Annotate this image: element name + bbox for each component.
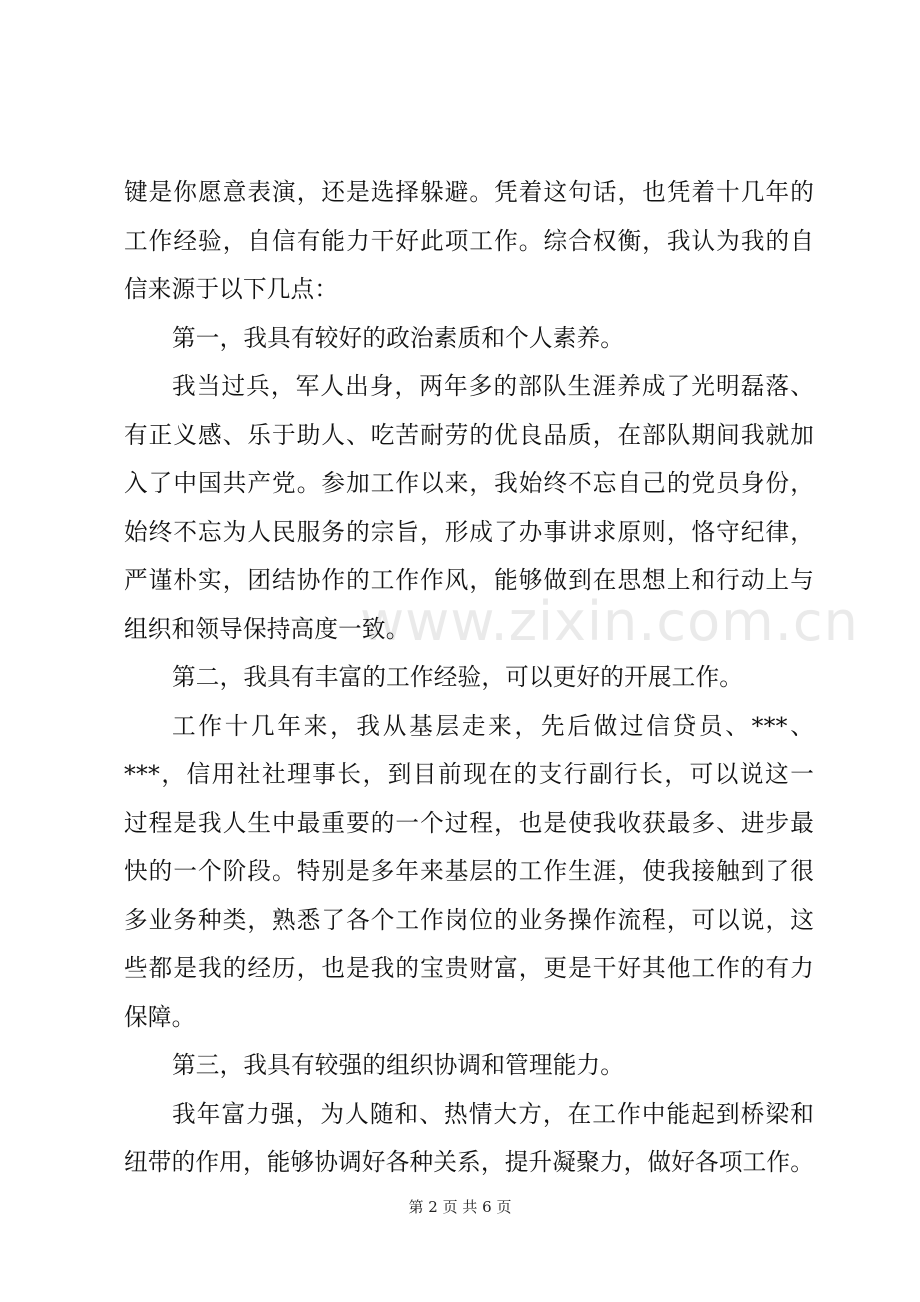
text-line: 第二，我具有丰富的工作经验，可以更好的开展工作。 bbox=[172, 663, 744, 691]
text-line: 始终不忘为人民服务的宗旨，形成了办事讲求原则，恪守纪律， bbox=[124, 517, 814, 546]
text-line: 过程是我人生中最重要的一个过程，也是使我收获最多、进步最 bbox=[124, 808, 814, 837]
text-line: 保障。 bbox=[124, 1002, 196, 1031]
text-line: 第三，我具有较强的组织协调和管理能力。 bbox=[172, 1051, 625, 1079]
text-line: 纽带的作用，能够协调好各种关系，提升凝聚力，做好各项工作。 bbox=[124, 1148, 815, 1176]
text-line: 入了中国共产党。参加工作以来，我始终不忘自己的党员身份， bbox=[124, 469, 814, 497]
text-line: 组织和领导保持高度一致。 bbox=[124, 614, 410, 643]
watermark: www.zixin.com.cn bbox=[360, 590, 859, 653]
document-body bbox=[124, 168, 814, 1187]
text-line: 我年富力强，为人随和、热情大方，在工作中能起到桥梁和 bbox=[172, 1099, 814, 1128]
page-footer: 第 2 页 共 6 页 bbox=[408, 1198, 512, 1216]
text-line: 信来源于以下几点： bbox=[124, 275, 339, 303]
text-line: 工作十几年来，我从基层走来，先后做过信贷员、***、 bbox=[172, 711, 814, 740]
text-line: 快的一个阶段。特别是多年来基层的工作生涯，使我接触到了很 bbox=[124, 857, 814, 885]
text-line: 第一，我具有较好的政治素质和个人素养。 bbox=[172, 323, 625, 352]
text-line: 我当过兵，军人出身，两年多的部队生涯养成了光明磊落、 bbox=[172, 372, 814, 400]
text-line: 工作经验，自信有能力干好此项工作。综合权衡，我认为我的自 bbox=[124, 226, 814, 255]
text-line: 多业务种类，熟悉了各个工作岗位的业务操作流程，可以说，这 bbox=[124, 905, 814, 934]
text-line: ***，信用社社理事长，到目前现在的支行副行长，可以说这一 bbox=[124, 760, 814, 788]
text-line: 严谨朴实，团结协作的工作作风，能够做到在思想上和行动上与 bbox=[124, 566, 814, 594]
text-line: 有正义感、乐于助人、吃苦耐劳的优良品质，在部队期间我就加 bbox=[124, 420, 814, 449]
text-line: 些都是我的经历，也是我的宝贵财富，更是干好其他工作的有力 bbox=[124, 954, 814, 982]
text-line: 键是你愿意表演，还是选择躲避。凭着这句话，也凭着十几年的 bbox=[124, 178, 814, 206]
